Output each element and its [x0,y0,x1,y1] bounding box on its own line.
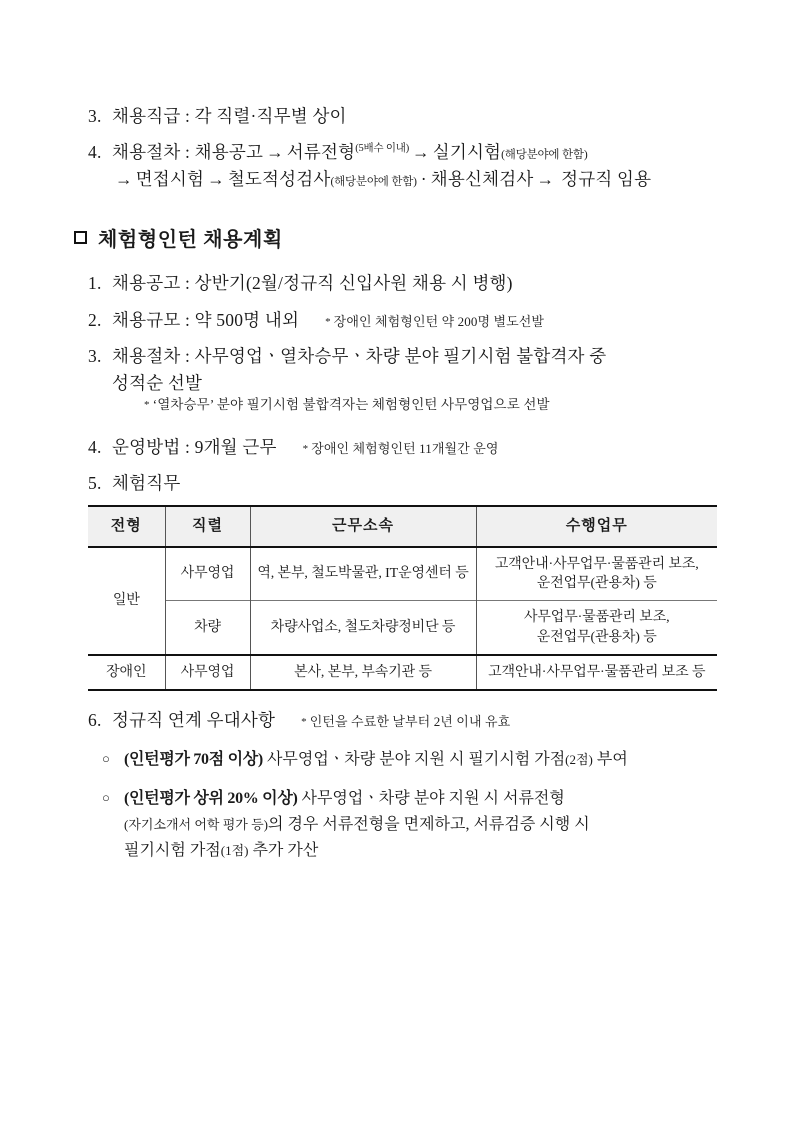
asterisk-icon: * [325,315,331,328]
process-step-7: 정규직 임용 [561,169,652,190]
asterisk-icon: * [302,442,309,455]
process-step-4: 면접시험 [135,169,205,190]
cell-job: 사무영업 [165,547,250,601]
column-header-job: 직렬 [165,506,250,547]
list-item-6 [88,707,718,734]
bullet-small-note: (2점) [565,752,593,768]
cell-duty-line2: 운전업무(관용차) 등 [536,576,657,592]
note-text: 장애인 체험형인턴 11개월간 운영 [311,440,499,456]
job-table-wrapper [88,505,717,691]
process-label: 채용절차 : 채용공고 [112,142,264,163]
section-title: 체험형인턴 채용계획 [98,229,283,252]
list-text-wrap [112,707,718,734]
cell-workplace: 차량사업소, 철도차량정비단 등 [250,601,476,655]
bullet-line3 [124,838,718,864]
column-header-duty: 수행업무 [476,506,717,547]
bullet-line2 [124,812,718,838]
process-step-3-note: (해당분야에 한함) [501,149,588,162]
process-step-2: 서류전형 [286,142,356,163]
list-item-4 [88,434,718,461]
experience-job-table [88,505,717,691]
cell-duty-line2: 운전업무(관용차) 등 [536,629,657,645]
table-body [88,547,717,691]
list-text: 채용규모 : 약 500명 내외 [112,309,300,330]
list-text: 정규직 연계 우대사항 [112,710,276,731]
bullet-line3-tail: 추가 가산 [248,842,319,860]
list-text-wrap [112,343,718,425]
list-item-3 [88,343,718,425]
list-number: 3. [88,106,102,126]
bullet-rest: 사무영업ㆍ차량 분야 지원 시 필기시험 가점 [262,751,566,769]
cell-duty: 고객안내·사무업무·물품관리 보조 등 [476,655,717,690]
document-content [88,103,718,864]
arrow-2: → [412,142,430,163]
circle-bullet-icon: ○ [102,751,110,767]
list-number: 4. [88,436,102,457]
arrow-4: → [207,169,225,190]
list-text: 운영방법 : 9개월 근무 [112,436,277,457]
process-step-2-note: (5배수 이내) [355,143,410,155]
arrow-5: → [536,169,555,190]
table-row [88,601,717,655]
list-note [301,712,510,732]
column-header-type: 전형 [88,506,165,547]
table-row [88,655,717,690]
cell-job: 사무영업 [165,655,250,690]
recruitment-process-text [112,139,718,193]
list-item-2 [88,307,718,334]
list-text-line1: 채용절차 : 사무영업ㆍ열차승무ㆍ차량 분야 필기시험 불합격자 중 [112,345,607,366]
note-text: 인턴을 수료한 날부터 2년 이내 유효 [309,714,511,730]
column-header-workplace: 근무소속 [250,506,476,547]
cell-job: 차량 [165,601,250,655]
arrow-3: → [115,169,133,190]
process-step-3: 실기시험 [432,142,502,163]
process-step-5-note: (해당분야에 한함) [330,176,417,189]
list-item-top-3 [88,103,718,130]
bullet-text [124,747,718,773]
list-subnote [144,395,718,416]
asterisk-icon: * [301,716,307,729]
bullet-rest: 사무영업ㆍ차량 분야 지원 시 서류전형 [297,790,565,808]
list-note [325,312,544,332]
list-item-top-4 [88,139,718,193]
bullet-tail: 부여 [592,751,628,769]
asterisk-icon: * [144,398,150,411]
recruitment-process-line2 [112,166,718,193]
cell-duty [476,601,717,655]
arrow-1: → [266,142,284,163]
bullet-item-2 [102,786,718,864]
list-text-wrap [112,434,718,461]
table-row [88,547,717,601]
cell-duty-line1: 고객안내·사무업무·물품관리 보조, [494,556,699,572]
bullet-bold-label: (인턴평가 상위 20% 이상) [124,790,298,808]
bullet-bold-label: (인턴평가 70점 이상) [124,751,263,769]
cell-duty [476,547,717,601]
bullet-text [124,786,718,864]
table-header [88,506,717,547]
section-heading [74,223,718,252]
list-number: 4. [88,142,102,163]
cell-workplace: 본사, 본부, 부속기관 등 [250,655,476,690]
list-number: 1. [88,273,102,294]
process-step-6: 채용신체검사 [430,169,534,190]
list-text-wrap [112,307,718,334]
bullet-line3-small: (1점) [220,843,249,859]
square-bullet-icon [74,231,87,244]
cell-type: 장애인 [88,655,165,690]
list-text: 채용공고 : 상반기(2월/정규직 신입사원 채용 시 병행) [112,273,513,294]
list-number: 5. [88,472,102,493]
bullet-line2-rest: 의 경우 서류전형을 면제하고, 서류검증 시행 시 [268,816,590,834]
list-note [303,439,499,459]
list-item-5 [88,470,718,497]
bullet-line2-small: (자기소개서 어학 평가 등) [124,817,268,833]
list-item-1 [88,270,718,297]
list-number: 2. [88,309,102,330]
circle-bullet-icon: ○ [102,790,110,806]
list-text: 체험직무 [112,472,181,493]
list-number: 6. [88,710,102,731]
list-number: 3. [88,345,102,366]
cell-workplace: 역, 본부, 철도박물관, IT운영센터 등 [250,547,476,601]
subnote-text: ‘열차승무’ 분야 필기시험 불합격자는 체험형인턴 사무영업으로 선발 [152,396,550,412]
list-text-line2: 성적순 선발 [112,372,203,393]
middot-separator: · [420,169,427,190]
cell-type: 일반 [112,593,140,609]
bullet-line3-text: 필기시험 가점 [124,842,221,860]
cell-duty-line1: 사무업무·물품관리 보조, [523,610,670,626]
bullet-item-1 [102,747,718,773]
process-step-5: 철도적성검사 [227,169,331,190]
note-text: 장애인 체험형인턴 약 200명 별도선발 [333,313,545,329]
table-header-row [88,506,717,547]
list-text: 채용직급 : 각 직렬·직무별 상이 [112,106,347,126]
